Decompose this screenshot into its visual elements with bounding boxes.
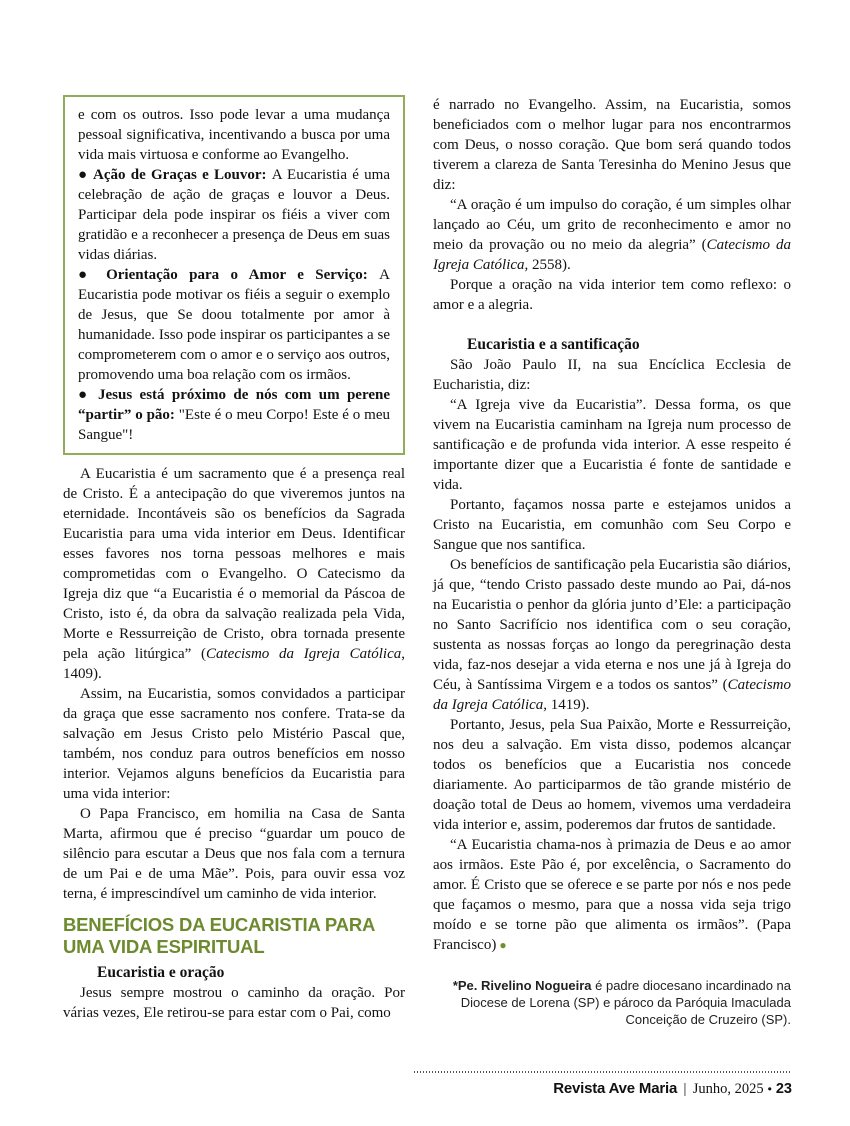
text-run: e com os outros. Isso pode levar a uma mudança pessoal significativa, incentivando a busca por uma vida mais virtuosa e conforme ao Evangelho. bbox=[78, 107, 390, 163]
paragraph bbox=[433, 95, 791, 195]
text-run: Catecismo da Igreja Católica bbox=[433, 677, 791, 713]
author-name: *Pe. Rivelino Nogueira bbox=[452, 978, 592, 993]
text-run: "Este é o meu Corpo! Este é o meu Sangue"! bbox=[78, 407, 390, 443]
issue-date: Junho, 2025 bbox=[692, 1081, 764, 1097]
highlight-box bbox=[63, 95, 405, 455]
page-number: 23 bbox=[775, 1081, 792, 1097]
text-run: ● Orientação para o Amor e Serviço: bbox=[78, 267, 380, 283]
text-run: Assim, na Eucaristia, somos convidados a participar da graça que esse sacramento nos confere. Trata-se da salvação em Jesus Cristo pelo Mistério Pascal que, também, nos conduz para outros benefícios em nosso interior. Vejamos alguns benefícios da Eucaristia para uma vida interior: bbox=[63, 686, 405, 802]
text-run: Jesus sempre mostrou o caminho da oração. Por várias vezes, Ele retirou-se para estar com o Pai, como bbox=[63, 985, 405, 1021]
text-run: A Eucaristia é um sacramento que é a presença real de Cristo. É a antecipação do que viveremos juntos na eternidade. Incontáveis são os benefícios da Sagrada Eucaristia para uma vida interior em Deus. Identificar esses favores nos torna pessoas melhores e mais comprometidas com o Evangelho. O Catecismo da Igreja diz que “a Eucaristia é o memorial da Páscoa de Cristo, isto é, da obra da salvação realizada pela Vida, Morte e Ressurreição de Cristo, obra tornada presente pela ação litúrgica” ( bbox=[63, 466, 405, 662]
right-column bbox=[433, 95, 791, 1028]
text-run: , 2558). bbox=[524, 257, 571, 273]
paragraph bbox=[433, 835, 791, 955]
text-run: A Eucaristia é uma celebração de ação de graças e louvor a Deus. Participar dela pode inspirar os fiéis a viver com gratidão e a reconhecer a presença de Deus em suas vidas diárias. bbox=[78, 167, 390, 263]
text-run: São João Paulo II, na sua Encíclica Ecclesia de Eucharistia, diz: bbox=[433, 357, 791, 393]
text-run: , 1409). bbox=[63, 646, 405, 682]
text-run: é narrado no Evangelho. Assim, na Eucaristia, somos beneficiados com o melhor lugar para nos encontrarmos com Deus, o nosso coração. Que bom será quando todos tiverem a clareza de Santa Teresinha do Menino Jesus que diz: bbox=[433, 97, 791, 193]
text-run: Catecismo da Igreja Católica bbox=[205, 646, 402, 662]
author-byline bbox=[433, 977, 791, 1028]
left-column bbox=[63, 95, 405, 1023]
text-run: ● Ação de Graças e Louvor: bbox=[78, 167, 272, 183]
paragraph bbox=[433, 715, 791, 835]
paragraph bbox=[63, 684, 405, 804]
paragraph bbox=[78, 105, 390, 165]
text-run: ● Jesus está próximo de nós com um perene “partir” o pão: bbox=[78, 387, 390, 423]
text-run: Catecismo da Igreja Católica bbox=[433, 237, 791, 273]
paragraph bbox=[433, 275, 791, 315]
text-run: A Eucaristia pode motivar os fiéis a seguir o exemplo de Jesus, que Se doou totalmente por amor à humanidade. Isso pode inspirar os participantes a se comprometerem com o amor e o serviço aos outros, promovendo uma boa relação com os irmãos. bbox=[78, 267, 390, 383]
paragraph bbox=[433, 395, 791, 495]
paragraph bbox=[78, 385, 390, 445]
text-run: Portanto, Jesus, pela Sua Paixão, Morte e Ressurreição, nos deu a salvação. Em vista disso, podemos alcançar todos os benefícios que a Eucaristia nos concede diariamente. Ao participarmos de tão grande mistério de doação total de Deus ao homem, vivemos uma verdadeira vida interior e, assim, poderemos dar frutos de santidade. bbox=[433, 717, 791, 833]
text-run: “A Igreja vive da Eucaristia”. Dessa forma, os que vivem na Eucaristia caminham na Igreja num processo de santificação e de profunda vida interior. A esse respeito é importante dizer que a Eucaristia é fonte de santidade e vida. bbox=[433, 397, 791, 493]
author-description: é padre diocesano incardinado na Diocese de Lorena (SP) e pároco da Paróquia Imaculada Conceição de Cruzeiro (SP). bbox=[460, 978, 791, 1027]
footer-text bbox=[414, 1073, 792, 1098]
page-footer bbox=[414, 1071, 792, 1098]
text-run: , 1419). bbox=[543, 697, 590, 713]
footer-separator: | bbox=[683, 1080, 687, 1096]
paragraph bbox=[63, 983, 405, 1023]
subsection-heading: Eucaristia e oração bbox=[97, 964, 225, 981]
paragraph bbox=[78, 265, 390, 385]
paragraph bbox=[433, 495, 791, 555]
left-column-text bbox=[63, 464, 405, 1023]
paragraph bbox=[63, 464, 405, 684]
footer-bullet: • bbox=[767, 1082, 772, 1096]
paragraph bbox=[433, 195, 791, 275]
text-run: Porque a oração na vida interior tem como reflexo: o amor e a alegria. bbox=[433, 277, 791, 313]
text-run: “A oração é um impulso do coração, é um simples olhar lançado ao Céu, um grito de reconhecimento e amor no meio da provação ou no meio da alegria” ( bbox=[433, 197, 791, 253]
section-heading: BENEFÍCIOS DA EUCARISTIA PARA UMA VIDA ESPIRITUAL bbox=[63, 914, 375, 957]
paragraph bbox=[63, 804, 405, 904]
right-column-text bbox=[433, 95, 791, 955]
paragraph bbox=[433, 555, 791, 715]
paragraph bbox=[78, 165, 390, 265]
text-run: Portanto, façamos nossa parte e estejamos unidos a Cristo na Eucaristia, em comunhão com Seu Corpo e Sangue que nos santifica. bbox=[433, 497, 791, 553]
subsection-heading: Eucaristia e a santificação bbox=[467, 336, 640, 353]
text-run: Os benefícios de santificação pela Eucaristia são diários, já que, “tendo Cristo passado deste mundo ao Pai, dá-nos na Eucaristia o penhor da glória junto d’Ele: a participação no Santo Sacrifício nos identifica com o seu coração, sustenta as nossas forças ao longo da peregrinação desta vida, faz-nos desejar a vida eterna e nos une já à Igreja do Céu, à Santíssima Virgem e a todos os santos” ( bbox=[433, 557, 791, 693]
paragraph bbox=[433, 355, 791, 395]
text-run: “A Eucaristia chama-nos à primazia de Deus e ao amor aos irmãos. Este Pão é, por excelência, o Sacramento do amor. É Cristo que se oferece e se parte por nós e nos pede que façamos o mesmo, para que a nossa vida seja trigo moído e se torne pão que alimenta os irmãos”. (Papa Francisco) bbox=[433, 837, 791, 953]
text-run: O Papa Francisco, em homilia na Casa de Santa Marta, afirmou que é preciso “guardar um pouco de silêncio para escutar a Deus que nos fala com a ternura de um Pai e de uma Mãe”. Pois, para ouvir essa voz terna, é imprescindível um caminho de vida interior. bbox=[63, 806, 405, 902]
end-of-article-dot: ● bbox=[499, 938, 507, 952]
magazine-title: Revista Ave Maria bbox=[553, 1080, 678, 1097]
